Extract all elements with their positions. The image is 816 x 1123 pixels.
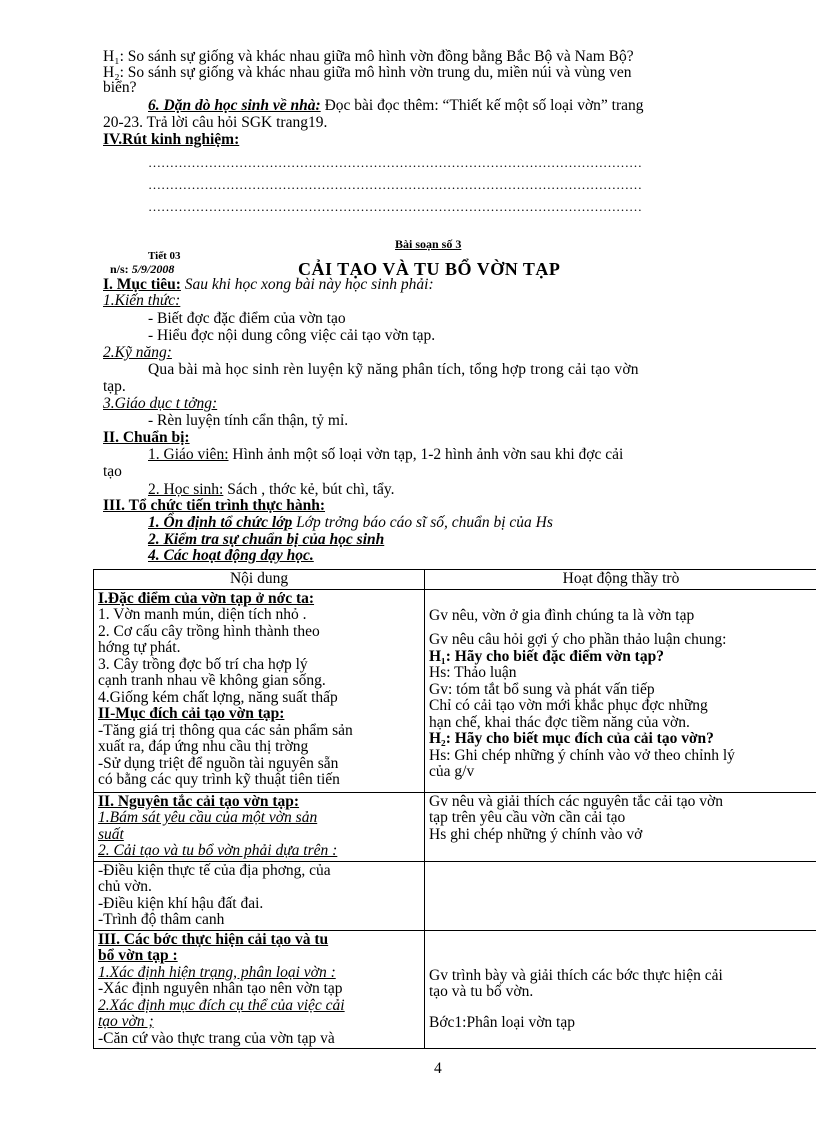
row1-left-line: 3. Cây trồng đợc bố trí cha hợp lý xyxy=(98,655,308,673)
row4-content-cell xyxy=(94,930,425,1049)
row1-right-question: H₁: Hãy cho biết đặc điểm vờn tạp? xyxy=(429,647,664,665)
row1-left-line: có bằng các quy trình kỹ thuật tiên tiến xyxy=(98,771,340,788)
row1-right-line: Gv nêu, vờn ở gia đình chúng ta là vờn tạp xyxy=(429,606,695,624)
table-header-content: Nội dung xyxy=(94,570,425,590)
knowledge-item-1: - Biết đợc đặc điểm của vờn tạo xyxy=(148,310,346,327)
row1-left-line: 4.Giống kém chất lợng, năng suất thấp xyxy=(98,688,338,706)
preparation-heading: II. Chuẩn bị: xyxy=(103,429,190,446)
activities-table xyxy=(93,569,816,1049)
teacher-prep-cont: tạo xyxy=(103,463,122,480)
row2-content-cell xyxy=(94,792,425,861)
row1-left-heading: I.Đặc điểm của vờn tạp ở nớc ta: xyxy=(98,589,315,607)
homework-text: Đọc bài đọc thêm: “Thiết kế một số loại vờn” trang xyxy=(320,97,644,114)
knowledge-item-2: - Hiểu đợc nội dung công việc cải tạo vờn tạp. xyxy=(148,327,436,344)
row4-left-line: 2.Xác định mục đích cụ thể của việc cải xyxy=(98,996,345,1014)
row3-left-line: -Trình độ thâm canh xyxy=(98,911,225,928)
row4-activity-cell xyxy=(425,930,816,1049)
question-h1: H₁: So sánh sự giống và khác nhau giữa mô hình vờn đồng bằng Bắc Bộ và Nam Bộ? xyxy=(103,48,634,65)
row1-right-line: Gv: tóm tắt bổ sung và phát vấn tiếp xyxy=(429,680,655,698)
homework-label: 6. Dặn dò học sinh về nhà: xyxy=(148,97,321,114)
procedure-step-4: 4. Các hoạt động dạy học. xyxy=(148,547,314,564)
row2-left-line: 1.Bám sát yêu cầu của một vờn sản xyxy=(98,809,318,826)
row4-left-line: tạo vờn ; xyxy=(98,1013,154,1030)
education-heading: 3.Giáo dục t tởng: xyxy=(103,395,218,412)
row1-right-question: H₂: Hãy cho biết mục đích của cải tạo vờn? xyxy=(429,730,714,747)
row1-right-line: của g/v xyxy=(429,763,475,780)
procedure-step-1-text: Lớp trởng báo cáo sĩ số, chuẩn bị của Hs xyxy=(292,514,553,531)
objectives-line xyxy=(103,276,434,293)
page-number: 4 xyxy=(434,1060,442,1077)
row1-right-line: Gv nêu câu hỏi gợi ý cho phần thảo luận chung: xyxy=(429,631,727,648)
dotted-line-3: …………………………………………………………………………………………………… xyxy=(148,199,642,214)
row3-left-line: -Điều kiện khí hậu đất đai. xyxy=(98,894,264,912)
lesson-number: Bài soạn số 3 xyxy=(395,237,462,251)
row2-right-line: Hs ghi chép những ý chính vào vở xyxy=(429,825,643,843)
student-prep-text: Sách , thớc kẻ, bút chì, tẩy. xyxy=(223,481,395,498)
skills-text: Qua bài mà học sinh rèn luyện kỹ năng phân tích, tổng hợp trong cải tạo vờn xyxy=(148,361,639,378)
row4-left-heading-cont: bổ vờn tạp : xyxy=(98,947,178,964)
lesson-period: Tiết 03 xyxy=(148,250,181,262)
lesson-date: 5/9/2008 xyxy=(131,262,175,276)
row4-left-line: 1.Xác định hiện trạng, phân loại vờn : xyxy=(98,963,336,981)
dotted-line-2: …………………………………………………………………………………………………… xyxy=(148,177,642,192)
row1-left-line: -Sử dụng triệt để nguồn tài nguyên sẵn xyxy=(98,754,339,772)
row4-left-heading: III. Các bớc thực hiện cải tạo và tu xyxy=(98,930,329,948)
row1-left-line: -Tăng giá trị thông qua các sản phẩm sản xyxy=(98,721,353,739)
row1-right-line: Hs: Thảo luận xyxy=(429,664,517,681)
row1-left-line: 2. Cơ cấu cây trồng hình thành theo xyxy=(98,622,320,640)
row4-left-line: -Xác định nguyên nhân tạo nên vờn tạp xyxy=(98,980,343,997)
row2-left-heading: II. Nguyên tắc cải tạo vờn tạp: xyxy=(98,792,300,810)
row1-left-line: hớng tự phát. xyxy=(98,639,181,656)
procedure-step-1-label: 1. Ổn định tổ chức lớp xyxy=(148,514,293,531)
skills-heading: 2.Kỹ năng: xyxy=(103,344,172,361)
teacher-prep-label: 1. Giáo viên: xyxy=(148,446,229,463)
row4-right-line: Gv trình bày và giải thích các bớc thực hiện cải xyxy=(429,966,723,984)
homework-line-2: 20-23. Trả lời câu hỏi SGK trang19. xyxy=(103,114,328,131)
row1-left-line: xuất ra, đáp ứng nhu cầu thị trờng xyxy=(98,738,309,755)
row1-left-subheading: II-Mục đích cải tạo vờn tạp: xyxy=(98,705,285,722)
row2-left-line: suất xyxy=(98,825,124,843)
row3-left-line: -Điều kiện thực tế của địa phơng, của xyxy=(98,861,331,879)
knowledge-heading: 1.Kiến thức: xyxy=(103,292,181,309)
row2-activity-cell xyxy=(425,792,816,861)
procedure-heading: III. Tổ chức tiến trình thực hành: xyxy=(103,497,326,514)
row1-left-line: cạnh tranh nhau về không gian sống. xyxy=(98,672,326,689)
row3-content-cell xyxy=(94,861,425,930)
row4-left-line: -Căn cứ vào thực trang của vờn tạp và xyxy=(98,1029,335,1047)
question-h2: H₂: So sánh sự giống và khác nhau giữa mô hình vờn trung du, miền núi và vùng ven xyxy=(103,64,632,81)
row1-activity-cell xyxy=(425,589,816,792)
objectives-heading: I. Mục tiêu: xyxy=(103,276,181,293)
row1-left-line: 1. Vờn manh mún, diện tích nhỏ . xyxy=(98,606,307,623)
procedure-step-2: 2. Kiểm tra sự chuẩn bị của học sinh xyxy=(148,531,385,548)
row4-right-line: Bớc1:Phân loại vờn tạp xyxy=(429,1013,575,1031)
teacher-prep-line xyxy=(148,446,623,463)
row1-content-cell xyxy=(94,589,425,792)
lesson-title: CẢI TẠO VÀ TU BỔ VỜN TẠP xyxy=(298,259,561,279)
objectives-text: Sau khi học xong bài này học sinh phải: xyxy=(180,276,434,293)
table-header-activity: Hoạt động thầy trò xyxy=(425,570,816,590)
row4-right-line: tạo và tu bổ vờn. xyxy=(429,983,534,1000)
question-h2-cont: biển? xyxy=(103,79,137,96)
procedure-step-1 xyxy=(148,514,553,531)
section-rut-kinh-nghiem: IV.Rút kinh nghiệm: xyxy=(103,131,240,148)
student-prep-label: 2. Học sinh: xyxy=(148,481,224,498)
date-prefix: n/s: xyxy=(110,262,129,276)
row2-right-line: tạp trên yêu cầu vờn cần cải tạo xyxy=(429,809,626,826)
row2-left-line: 2. Cải tạo và tu bổ vờn phải dựa trên : xyxy=(98,842,338,859)
row1-right-line: Hs: Ghi chép những ý chính vào vở theo chỉnh lý xyxy=(429,746,735,764)
row1-right-line: Chỉ có cải tạo vờn mới khắc phục đợc những xyxy=(429,697,708,714)
dotted-line-1: …………………………………………………………………………………………………… xyxy=(148,155,642,170)
row1-right-line: hạn chế, khai thác đợc tiềm năng của vờn. xyxy=(429,713,690,731)
student-prep-line xyxy=(148,481,395,498)
education-item: - Rèn luyện tính cẩn thận, tỷ mỉ. xyxy=(148,412,349,429)
row3-activity-cell xyxy=(425,861,816,930)
skills-text-cont: tạp. xyxy=(103,378,126,395)
row2-right-line: Gv nêu và giải thích các nguyên tắc cải tạo vờn xyxy=(429,792,723,810)
homework-line xyxy=(148,97,644,114)
teacher-prep-text: Hình ảnh một số loại vờn tạp, 1-2 hình ảnh vờn sau khi đợc cải xyxy=(228,446,624,463)
row3-left-line: chủ vờn. xyxy=(98,878,152,895)
